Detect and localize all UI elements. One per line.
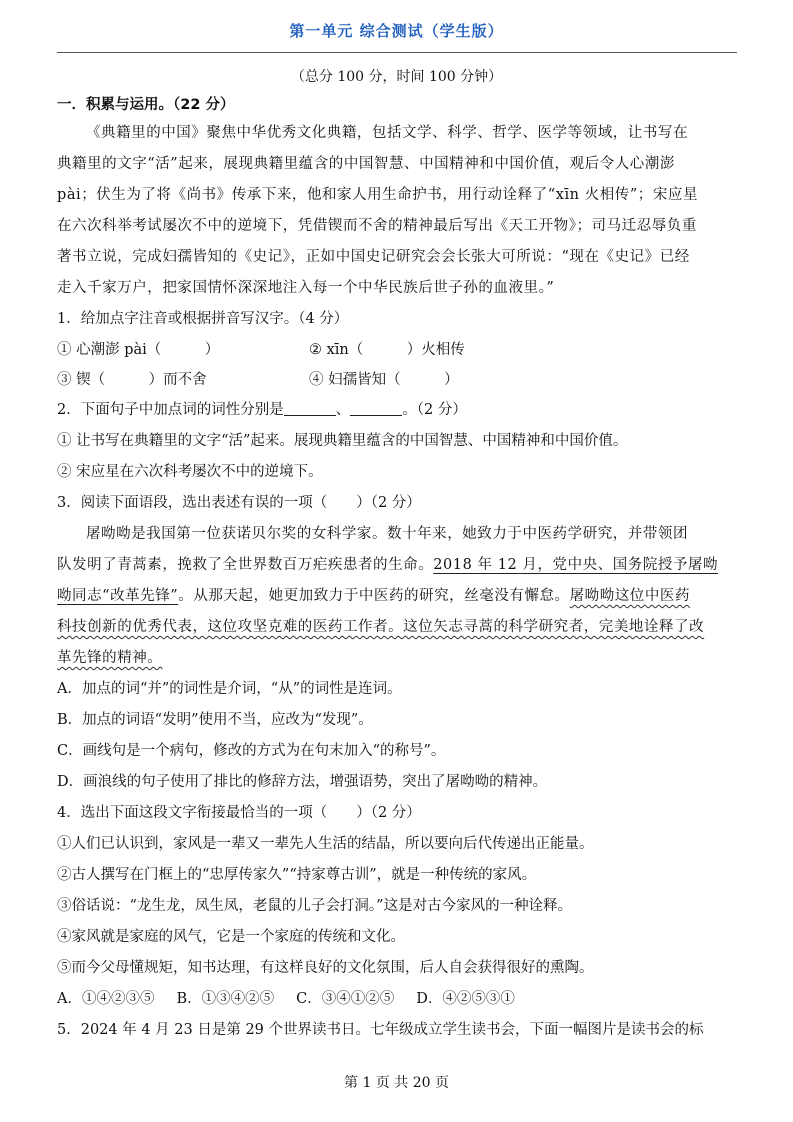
q3-option-c[interactable]: C．画线句是一个病句，修改的方式为在句末加入“的称号”。 [57, 743, 446, 759]
passage-line: 屠呦呦是我国第一位获诺贝尔奖的女科学家。数十年来，她致力于中医药学研究，并带领团 [86, 526, 688, 542]
question-1-options-row [57, 335, 739, 365]
passage-fragment: 。从那天起，她更加致力于中医药的研究，丝毫没有懈怠。 [178, 588, 570, 604]
passage-line [57, 643, 739, 674]
question-4-stem: 4．选出下面这段文字衔接最恰当的一项（ ）（2 分） [57, 805, 421, 821]
passage-line: 著书立说，完成妇孺皆知的《史记》，正如中国史记研究会会长张大可所说：“现在《史记》已经 [57, 249, 690, 265]
question-1-options-row [57, 365, 739, 395]
passage-line [57, 581, 739, 612]
q4-sentence: ②古人撰写在门框上的“忠厚传家久”“持家尊古训”，就是一种传统的家风。 [57, 867, 537, 883]
section-heading: 一．积累与运用。（22 分） [57, 97, 235, 113]
exam-info: （总分 100 分，时间 100 分钟） [290, 69, 503, 85]
q2-score: 。（2 分） [402, 402, 467, 418]
exam-body [57, 92, 739, 1046]
q4-sentence: ①人们已认识到，家风是一辈又一辈先人生活的结晶，所以要向后代传递出正能量。 [57, 836, 594, 852]
wavy-underlined-sentence: 革先锋的精神。 [57, 650, 163, 666]
q4-option-a[interactable]: A．①④②③⑤ [57, 991, 155, 1007]
passage-line: 典籍里的文字“活”起来，展现典籍里蕴含的中国智慧、中国精神和中国价值，观后令人心潮澎 [57, 156, 675, 172]
q2-sentence: ① 让书写在典籍里的文字“活”起来。展现典籍里蕴含的中国智慧、中国精神和中国价值。 [57, 433, 628, 449]
wavy-underlined-sentence: 科技创新的优秀代表，这位攻坚克难的医药工作者。这位矢志寻蒿的科学研究者，完美地诠释了改 [57, 619, 705, 635]
q1-option-b[interactable]: ② xīn（ ）火相传 [309, 342, 465, 358]
q2-sentence: ② 宋应星在六次科考屡次不中的逆境下。 [57, 464, 323, 480]
q3-option-a[interactable]: A．加点的词“并”的词性是介词，“从”的词性是连词。 [57, 681, 402, 697]
q3-option-d[interactable]: D．画浪线的句子使用了排比的修辞方法，增强语势，突出了屠呦呦的精神。 [57, 774, 548, 790]
question-2-stem [57, 395, 739, 426]
q1-option-d[interactable]: ④ 妇孺皆知（ ） [309, 372, 459, 388]
question-5-stem: 5．2024 年 4 月 23 日是第 29 个世界读书日。七年级成立学生读书会，下面一幅图片是读书会的标 [57, 1022, 704, 1038]
passage-line [57, 612, 739, 643]
passage-line: pài；伏生为了将《尚书》传承下来，他和家人用生命护书，用行动诠释了“xīn 火相传”；宋应星 [57, 187, 698, 203]
q1-option-a[interactable]: ① 心潮澎 pài（ ） [57, 342, 220, 358]
q3-passage [57, 519, 739, 674]
q2-separator: 、 [335, 402, 351, 418]
page-title: 第一单元 综合测试（学生版） [289, 22, 504, 40]
q1-option-c[interactable]: ③ 锲（ ）而不舍 [57, 372, 207, 388]
passage-fragment: 队发明了青蒿素，挽救了全世界数百万疟疾患者的生命。 [57, 557, 434, 573]
q4-sentence: ③俗话说：“龙生龙，凤生凤，老鼠的儿子会打洞。”这是对古今家风的一种诠释。 [57, 898, 573, 914]
question-3-stem: 3．阅读下面语段，选出表述有误的一项（ ）（2 分） [57, 495, 421, 511]
q4-option-b[interactable]: B．①③④②⑤ [176, 991, 275, 1007]
underlined-sentence: 2018 年 12 月，党中央、国务院授予屠呦 [433, 557, 719, 573]
q4-option-c[interactable]: C．③④①②⑤ [296, 991, 395, 1007]
q4-answer-options [57, 984, 739, 1015]
q4-sentence: ⑤而今父母懂规矩，知书达理，有这样良好的文化氛围，后人自会获得很好的熏陶。 [57, 960, 594, 976]
page-number: 第 1 页 共 20 页 [344, 1075, 449, 1091]
answer-blank[interactable] [350, 401, 402, 416]
header-divider [57, 52, 737, 53]
wavy-underlined-sentence: 屠呦呦这位中医药 [569, 588, 690, 604]
q4-sentence: ④家风就是家庭的风气，它是一个家庭的传统和文化。 [57, 929, 405, 945]
q3-option-b[interactable]: B．加点的词语“发明”使用不当，应改为“发现”。 [57, 712, 373, 728]
underlined-sentence: 呦同志“改革先锋” [57, 588, 179, 604]
passage-line [57, 550, 739, 581]
q4-option-d[interactable]: D．④②⑤③① [416, 991, 515, 1007]
intro-passage [57, 118, 739, 304]
answer-blank[interactable] [284, 401, 336, 416]
q2-stem-text: 2．下面句子中加点词的词性分别是 [57, 402, 284, 418]
passage-line: 在六次科举考试屡次不中的逆境下，凭借锲而不舍的精神最后写出《天工开物》；司马迁忍辱负重 [57, 218, 697, 234]
passage-line: 《典籍里的中国》聚焦中华优秀文化典籍，包括文学、科学、哲学、医学等领域，让书写在 [86, 125, 688, 141]
passage-line: 走入千家万户，把家国情怀深深地注入每一个中华民族后世子孙的血液里。” [57, 280, 555, 296]
question-1-stem: 1．给加点字注音或根据拼音写汉字。（4 分） [57, 311, 349, 327]
